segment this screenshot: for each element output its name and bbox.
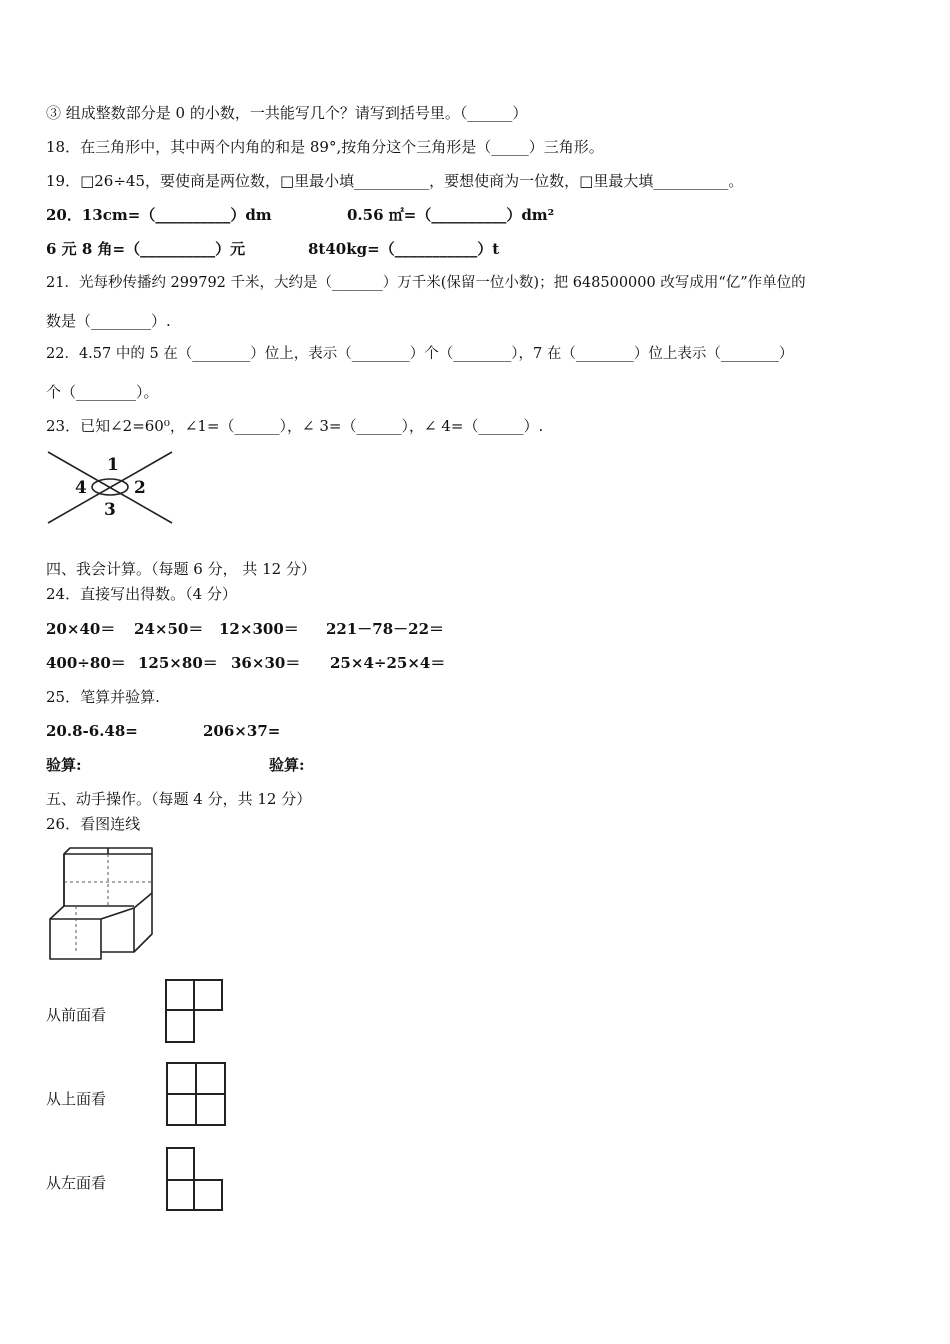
check-label-1: 验算: (46, 756, 82, 774)
section-5-heading: 五、动手操作。（每题 4 分，共 12 分） (46, 790, 312, 808)
view-label-top: 从上面看 (46, 1090, 107, 1108)
calc-r1-2: 24×50＝ (134, 620, 204, 638)
calc-r2-2: 125×80＝ (138, 654, 218, 672)
left-view-figure (165, 1146, 227, 1214)
question-18: 18．在三角形中，其中两个内角的和是 89°,按角分这个三角形是（_____）三角形。 (46, 138, 604, 156)
question-20-a-right: 0.56 ㎡=（__________）dm² (347, 206, 555, 224)
calc-r1-1: 20×40＝ (46, 620, 116, 638)
question-23: 23．已知∠2=60⁰，∠1=（______），∠ 3=（______），∠ 4=（______）. (46, 417, 544, 435)
question-22-line1: 22．4.57 中的 5 在（________）位上，表示（________）个（________），7 在（________）位上表示（________） (46, 346, 794, 362)
written-calc-1: 20.8-6.48= (46, 722, 138, 740)
question-20-a-left: 20．13cm=（__________）dm (46, 206, 272, 224)
section-4-heading: 四、我会计算。（每题 6 分， 共 12 分） (46, 560, 316, 578)
check-label-2: 验算: (269, 756, 305, 774)
question-22-line2: 个（________）。 (46, 383, 159, 401)
view-label-left: 从左面看 (46, 1174, 107, 1192)
front-view-figure (164, 978, 226, 1044)
question-19: 19．□26÷45，要使商是两位数，□里最小填__________，要想使商为一位数，□里最大填__________。 (46, 172, 744, 190)
calc-r1-4: 221－78－22＝ (326, 620, 445, 638)
angle-label-3: 3 (104, 500, 116, 520)
angle-label-1: 1 (107, 455, 119, 475)
angle-label-4: 4 (75, 478, 87, 498)
top-view-figure (165, 1061, 229, 1129)
question-21-line1: 21．光每秒传播约 299792 千米，大约是（_______）万千米(保留一位小数)；把 648500000 改写成用“亿”作单位的 (46, 275, 806, 291)
calc-r2-1: 400÷80＝ (46, 654, 126, 672)
written-calc-2: 206×37= (203, 722, 281, 740)
angle-label-2: 2 (134, 478, 146, 498)
calc-r2-4: 25×4÷25×4＝ (330, 654, 446, 672)
question-20-b-right: 8t40kg=（___________）t (308, 240, 500, 258)
question-21-line2: 数是（________）. (46, 312, 171, 330)
question-20-b-left: 6 元 8 角=（__________）元 (46, 240, 246, 258)
q17-part3: ③ 组成整数部分是 0 的小数，一共能写几个？请写到括号里。（______） (46, 104, 528, 122)
calc-r2-3: 36×30＝ (231, 654, 301, 672)
question-24: 24．直接写出得数。（4 分） (46, 585, 237, 603)
question-26: 26．看图连线 (46, 815, 141, 833)
angle-figure (46, 448, 176, 528)
question-25: 25．笔算并验算. (46, 688, 160, 706)
view-label-front: 从前面看 (46, 1006, 107, 1024)
calc-r1-3: 12×300＝ (219, 620, 299, 638)
block-solid-figure (46, 846, 158, 962)
